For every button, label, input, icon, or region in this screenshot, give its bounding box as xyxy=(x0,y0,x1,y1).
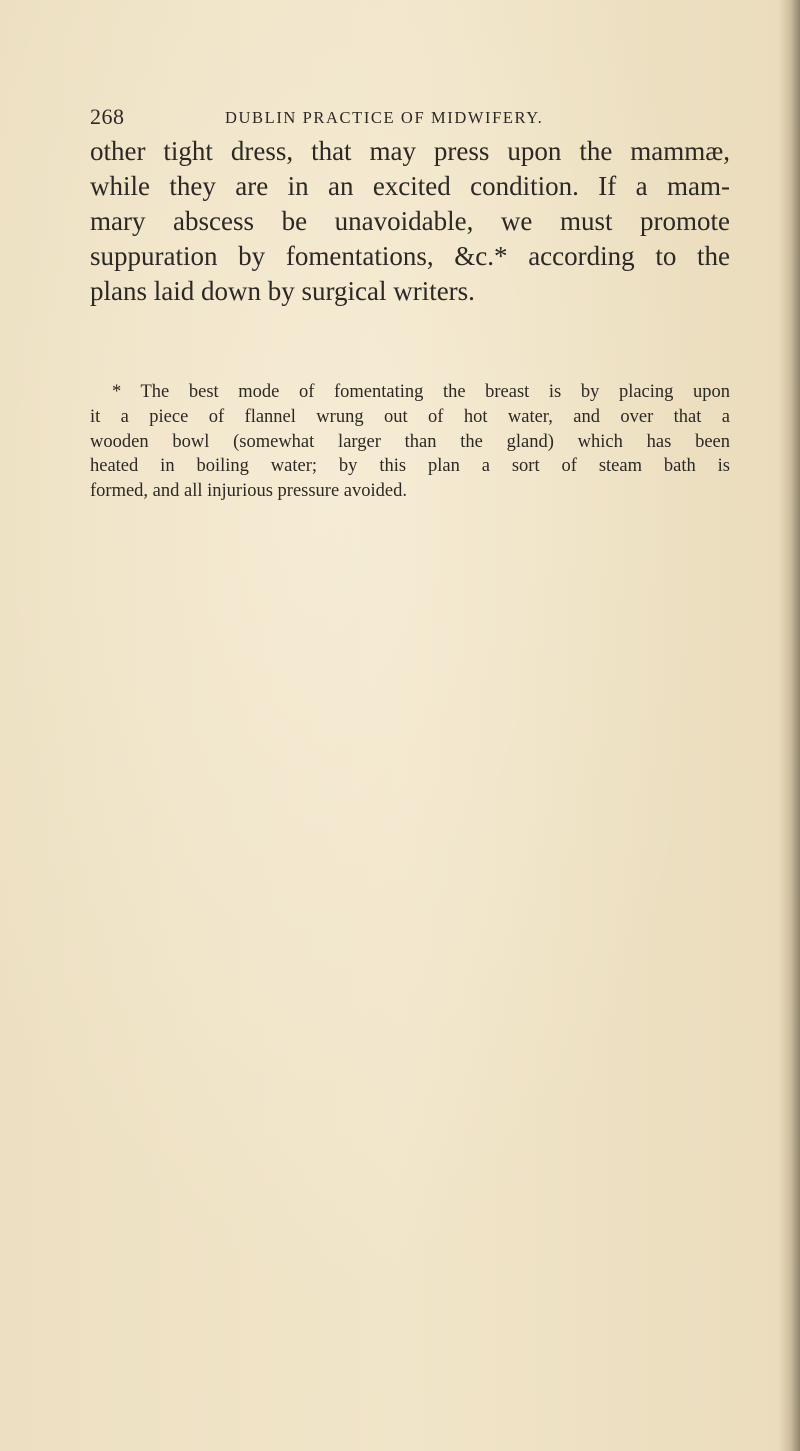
footnote-line: it a piece of flannel wrung out of hot water, and over that a xyxy=(90,406,730,427)
main-text xyxy=(90,134,730,309)
text-line: while they are in an excited condition. If a mam- xyxy=(90,171,730,201)
footnote-line: heated in boiling water; by this plan a sort of steam bath is xyxy=(90,456,730,477)
text-line: suppuration by fomentations, &c.* according to the xyxy=(90,241,730,271)
page-edge-shadow xyxy=(778,0,800,1451)
running-title: DUBLIN PRACTICE OF MIDWIFERY. xyxy=(225,108,544,127)
page-header xyxy=(90,104,730,134)
text-line: other tight dress, that may press upon the mammæ, xyxy=(90,136,730,166)
footnote-line: * The best mode of fomentating the breast is by placing upon xyxy=(112,382,730,402)
footnote xyxy=(90,380,730,504)
footnote-line: wooden bowl (somewhat larger than the gland) which has been xyxy=(90,431,730,452)
footnote-line: formed, and all injurious pressure avoided. xyxy=(90,481,407,502)
text-line: mary abscess be unavoidable, we must promote xyxy=(90,206,730,236)
text-line: plans laid down by surgical writers. xyxy=(90,276,475,306)
page-number: 268 xyxy=(90,104,125,129)
